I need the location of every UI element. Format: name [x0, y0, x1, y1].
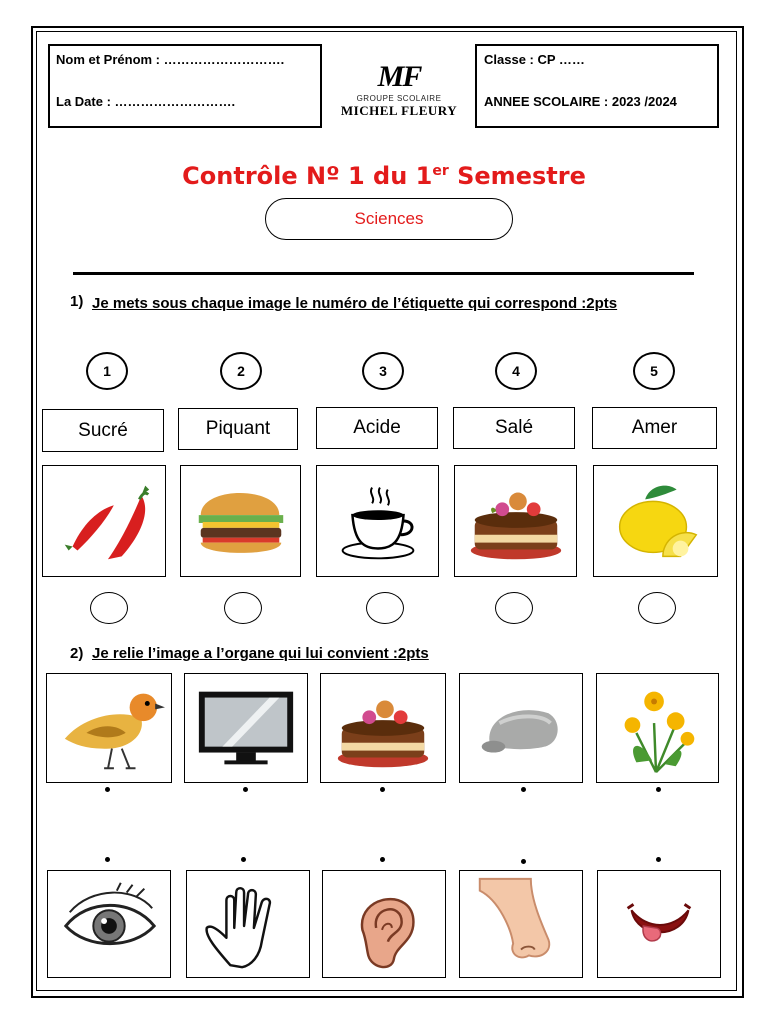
date-field[interactable]: La Date : ……………………….	[56, 94, 236, 109]
mouth-icon	[597, 870, 721, 978]
number-circle-5: 5	[633, 352, 675, 390]
label-piquant: Piquant	[178, 408, 298, 450]
stone-icon	[459, 673, 583, 783]
burger-icon	[180, 465, 301, 577]
number-circle-1: 1	[86, 352, 128, 390]
page-title: Contrôle Nº 1 du 1er Semestre	[182, 162, 586, 190]
subject-badge: Sciences	[265, 198, 513, 240]
chili-pepper-icon	[42, 465, 166, 577]
name-field[interactable]: Nom et Prénom : ……………………….	[56, 52, 285, 67]
label-sale: Salé	[453, 407, 575, 449]
school-year: ANNEE SCOLAIRE : 2023 /2024	[484, 94, 677, 109]
number-circle-3: 3	[362, 352, 404, 390]
school-logo: MF GROUPE SCOLAIRE MICHEL FLEURY	[340, 60, 458, 118]
link-dot-top-1[interactable]	[105, 787, 110, 792]
link-dot-top-4[interactable]	[521, 787, 526, 792]
link-dot-top-3[interactable]	[380, 787, 385, 792]
lemon-icon	[593, 465, 718, 577]
hand-icon	[186, 870, 310, 978]
answer-circle-2[interactable]	[224, 592, 262, 624]
class-field[interactable]: Classe : CP ……	[484, 52, 585, 67]
monitor-icon	[184, 673, 308, 783]
question-1: 1) Je mets sous chaque image le numéro de l’étiquette qui correspond :2pts	[70, 293, 618, 312]
flower-icon	[596, 673, 719, 783]
nose-icon	[459, 870, 583, 978]
number-circle-4: 4	[495, 352, 537, 390]
label-amer: Amer	[592, 407, 717, 449]
link-dot-top-2[interactable]	[243, 787, 248, 792]
link-dot-top-5[interactable]	[656, 787, 661, 792]
link-dot-bottom-3[interactable]	[380, 857, 385, 862]
ear-icon	[322, 870, 446, 978]
link-dot-bottom-4[interactable]	[521, 859, 526, 864]
label-acide: Acide	[316, 407, 438, 449]
answer-circle-4[interactable]	[495, 592, 533, 624]
number-circle-2: 2	[220, 352, 262, 390]
answer-circle-1[interactable]	[90, 592, 128, 624]
question-2: 2) Je relie l’image a l’organe qui lui convient :2pts	[70, 645, 429, 662]
cake-icon	[454, 465, 577, 577]
coffee-cup-icon	[316, 465, 439, 577]
label-sucre: Sucré	[42, 409, 164, 452]
divider	[73, 272, 694, 275]
eye-icon	[47, 870, 171, 978]
answer-circle-3[interactable]	[366, 592, 404, 624]
bird-icon	[46, 673, 172, 783]
answer-circle-5[interactable]	[638, 592, 676, 624]
cake-icon	[320, 673, 446, 783]
link-dot-bottom-5[interactable]	[656, 857, 661, 862]
link-dot-bottom-1[interactable]	[105, 857, 110, 862]
link-dot-bottom-2[interactable]	[241, 857, 246, 862]
